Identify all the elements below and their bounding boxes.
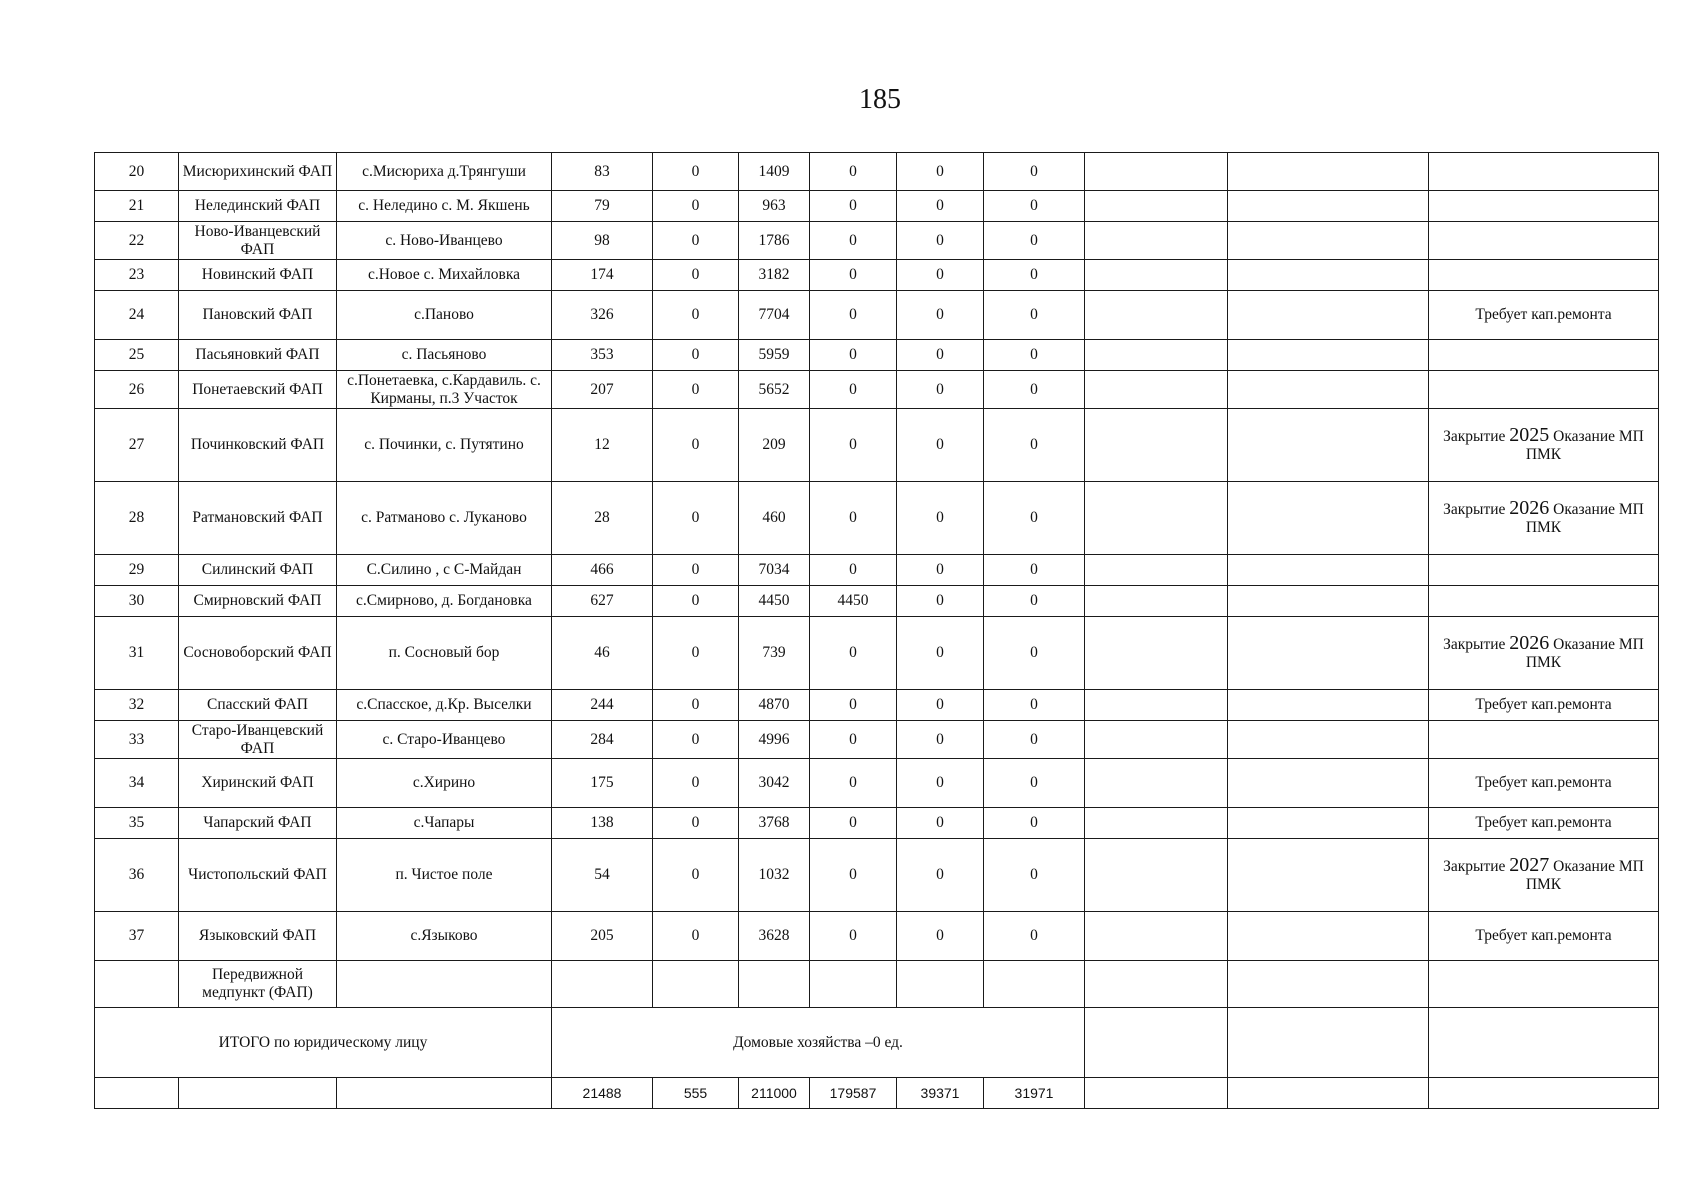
cell-location: с.Хирино (337, 759, 552, 808)
cell-name: Передвижной медпункт (ФАП) (179, 961, 337, 1008)
cell-v3: 3628 (739, 912, 810, 961)
cell-note: Требует кап.ремонта (1429, 291, 1659, 340)
cell-v4: 0 (810, 839, 897, 912)
cell-note: Требует кап.ремонта (1429, 690, 1659, 721)
cell-name: Ново-Иванцевский ФАП (179, 222, 337, 260)
cell-v3: 739 (739, 617, 810, 690)
cell-note: Требует кап.ремонта (1429, 759, 1659, 808)
cell-v5: 0 (897, 912, 984, 961)
total-v3: 211000 (739, 1078, 810, 1109)
cell-v4: 0 (810, 617, 897, 690)
cell-location: с. Пасьяново (337, 340, 552, 371)
cell-v1: 205 (552, 912, 653, 961)
cell-location: с. Починки, с. Путятино (337, 409, 552, 482)
cell-v5: 0 (897, 409, 984, 482)
cell-location: с.Чапары (337, 808, 552, 839)
cell-number: 34 (95, 759, 179, 808)
table-row (95, 222, 1659, 260)
cell-v2: 0 (653, 153, 739, 191)
cell-location: с. Ратманово с. Луканово (337, 482, 552, 555)
cell-v4: 0 (810, 222, 897, 260)
table-row (95, 555, 1659, 586)
cell-v1: 207 (552, 371, 653, 409)
cell-v6: 0 (984, 340, 1085, 371)
cell-v4: 0 (810, 912, 897, 961)
cell-v1: 79 (552, 191, 653, 222)
cell-v5: 0 (897, 839, 984, 912)
cell-name: Новинский ФАП (179, 260, 337, 291)
cell-v1: 627 (552, 586, 653, 617)
table-body (95, 153, 1659, 961)
cell-v6: 0 (984, 839, 1085, 912)
total-v1: 21488 (552, 1078, 653, 1109)
cell-v2: 0 (653, 555, 739, 586)
cell-v2: 0 (653, 690, 739, 721)
cell-v6: 0 (984, 291, 1085, 340)
cell-v5: 0 (897, 371, 984, 409)
cell-v4: 0 (810, 371, 897, 409)
table-row (95, 839, 1659, 912)
cell-v4: 0 (810, 808, 897, 839)
cell-v3: 1786 (739, 222, 810, 260)
cell-v2: 0 (653, 759, 739, 808)
cell-v3: 4450 (739, 586, 810, 617)
cell-v1: 46 (552, 617, 653, 690)
cell-v3: 3768 (739, 808, 810, 839)
cell-v3: 1032 (739, 839, 810, 912)
cell-v1: 12 (552, 409, 653, 482)
cell-v4: 0 (810, 482, 897, 555)
cell-number: 32 (95, 690, 179, 721)
cell-v2: 0 (653, 808, 739, 839)
total-v5: 39371 (897, 1078, 984, 1109)
cell-number: 36 (95, 839, 179, 912)
cell-location: с.Мисюриха д.Трянгуши (337, 153, 552, 191)
cell-v1: 138 (552, 808, 653, 839)
table-row (95, 617, 1659, 690)
cell-number: 23 (95, 260, 179, 291)
cell-v2: 0 (653, 222, 739, 260)
facilities-table (94, 152, 1659, 1109)
cell-v3: 7034 (739, 555, 810, 586)
cell-name: Ратмановский ФАП (179, 482, 337, 555)
cell-v6: 0 (984, 153, 1085, 191)
total-v6: 31971 (984, 1078, 1085, 1109)
cell-note: Требует кап.ремонта (1429, 808, 1659, 839)
cell-v6: 0 (984, 371, 1085, 409)
cell-number: 25 (95, 340, 179, 371)
total-row (95, 1008, 1659, 1078)
total-v4: 179587 (810, 1078, 897, 1109)
cell-v1: 175 (552, 759, 653, 808)
table-row (95, 586, 1659, 617)
note-service-label: Оказание МП ПМК (1525, 428, 1644, 463)
table-row (95, 808, 1659, 839)
cell-note (1429, 222, 1659, 260)
cell-v2: 0 (653, 260, 739, 291)
cell-v5: 0 (897, 721, 984, 759)
cell-v5: 0 (897, 690, 984, 721)
cell-v3: 963 (739, 191, 810, 222)
cell-v3: 5652 (739, 371, 810, 409)
cell-note (1429, 260, 1659, 291)
cell-note (1429, 340, 1659, 371)
cell-v2: 0 (653, 191, 739, 222)
cell-v5: 0 (897, 759, 984, 808)
cell-number: 27 (95, 409, 179, 482)
cell-note (1429, 555, 1659, 586)
cell-name: Пановский ФАП (179, 291, 337, 340)
cell-name: Спасский ФАП (179, 690, 337, 721)
cell-v6: 0 (984, 409, 1085, 482)
cell-number: 35 (95, 808, 179, 839)
total-v2: 555 (653, 1078, 739, 1109)
cell-note (1429, 409, 1659, 482)
cell-location: с.Понетаевка, с.Кардавиль. с. Кирманы, п.3 Участок (337, 371, 552, 409)
cell-v1: 353 (552, 340, 653, 371)
note-closure-label: Закрытие (1443, 858, 1506, 875)
cell-v5: 0 (897, 153, 984, 191)
cell-name: Чапарский ФАП (179, 808, 337, 839)
note-closure-year: 2025 (1509, 424, 1550, 446)
cell-v5: 0 (897, 222, 984, 260)
table-row (95, 721, 1659, 759)
cell-note (1429, 191, 1659, 222)
cell-v3: 1409 (739, 153, 810, 191)
cell-location: с. Ново-Иванцево (337, 222, 552, 260)
cell-name: Починковский ФАП (179, 409, 337, 482)
cell-v4: 0 (810, 340, 897, 371)
cell-name: Сосновоборский ФАП (179, 617, 337, 690)
households-note: Домовые хозяйства –0 ед. (552, 1008, 1085, 1078)
cell-number: 30 (95, 586, 179, 617)
cell-v1: 54 (552, 839, 653, 912)
cell-number: 37 (95, 912, 179, 961)
cell-v2: 0 (653, 617, 739, 690)
cell-location: п. Чистое поле (337, 839, 552, 912)
table-row (95, 482, 1659, 555)
cell-location: С.Силино , с С-Майдан (337, 555, 552, 586)
cell-note (1429, 617, 1659, 690)
cell-v4: 0 (810, 260, 897, 291)
cell-name: Языковский ФАП (179, 912, 337, 961)
cell-location: с. Неледино с. М. Якшень (337, 191, 552, 222)
cell-name: Нелединский ФАП (179, 191, 337, 222)
cell-v1: 244 (552, 690, 653, 721)
cell-location: п. Сосновый бор (337, 617, 552, 690)
cell-v4: 0 (810, 191, 897, 222)
cell-v1: 83 (552, 153, 653, 191)
cell-location: с.Новое с. Михайловка (337, 260, 552, 291)
cell-v2: 0 (653, 912, 739, 961)
cell-location: с.Языково (337, 912, 552, 961)
note-closure-year: 2026 (1509, 497, 1550, 519)
cell-location: с. Старо-Иванцево (337, 721, 552, 759)
total-label: ИТОГО по юридическому лицу (95, 1008, 552, 1078)
cell-v5: 0 (897, 291, 984, 340)
cell-v6: 0 (984, 222, 1085, 260)
cell-v2: 0 (653, 340, 739, 371)
cell-note: Требует кап.ремонта (1429, 912, 1659, 961)
note-closure-year: 2026 (1509, 632, 1550, 654)
cell-v1: 466 (552, 555, 653, 586)
cell-v4: 0 (810, 759, 897, 808)
cell-name: Силинский ФАП (179, 555, 337, 586)
cell-v3: 7704 (739, 291, 810, 340)
cell-v2: 0 (653, 371, 739, 409)
cell-v2: 0 (653, 721, 739, 759)
table-row (95, 409, 1659, 482)
note-closure-label: Закрытие (1443, 501, 1506, 518)
table-row (95, 153, 1659, 191)
cell-name: Смирновский ФАП (179, 586, 337, 617)
cell-v6: 0 (984, 617, 1085, 690)
cell-note (1429, 153, 1659, 191)
cell-v6: 0 (984, 721, 1085, 759)
cell-number: 29 (95, 555, 179, 586)
cell-v4: 0 (810, 153, 897, 191)
cell-v2: 0 (653, 482, 739, 555)
table-row (95, 191, 1659, 222)
cell-v6: 0 (984, 586, 1085, 617)
cell-v5: 0 (897, 260, 984, 291)
cell-location: с.Паново (337, 291, 552, 340)
cell-number: 33 (95, 721, 179, 759)
cell-note (1429, 482, 1659, 555)
table-footer (95, 961, 1659, 1109)
cell-v6: 0 (984, 482, 1085, 555)
note-service-label: Оказание МП ПМК (1525, 636, 1644, 671)
cell-v2: 0 (653, 839, 739, 912)
cell-v2: 0 (653, 409, 739, 482)
table-row (95, 690, 1659, 721)
note-closure-year: 2027 (1509, 854, 1550, 876)
cell-number (95, 961, 179, 1008)
cell-name: Понетаевский ФАП (179, 371, 337, 409)
table-row (95, 371, 1659, 409)
cell-v4: 0 (810, 291, 897, 340)
cell-number: 26 (95, 371, 179, 409)
page-number: 185 (859, 84, 901, 115)
cell-v5: 0 (897, 808, 984, 839)
cell-name: Мисюрихинский ФАП (179, 153, 337, 191)
note-closure-label: Закрытие (1443, 428, 1506, 445)
cell-v5: 0 (897, 586, 984, 617)
cell-v5: 0 (897, 482, 984, 555)
table-row (95, 759, 1659, 808)
cell-v3: 209 (739, 409, 810, 482)
cell-location: с.Спасское, д.Кр. Выселки (337, 690, 552, 721)
cell-v1: 326 (552, 291, 653, 340)
cell-name: Пасьяновкий ФАП (179, 340, 337, 371)
cell-v5: 0 (897, 617, 984, 690)
cell-v2: 0 (653, 291, 739, 340)
note-service-label: Оказание МП ПМК (1525, 501, 1644, 536)
cell-number: 21 (95, 191, 179, 222)
cell-v2: 0 (653, 586, 739, 617)
cell-v4: 0 (810, 721, 897, 759)
cell-v6: 0 (984, 191, 1085, 222)
cell-note (1429, 586, 1659, 617)
cell-v3: 4870 (739, 690, 810, 721)
cell-number: 22 (95, 222, 179, 260)
table-row (95, 340, 1659, 371)
table-row (95, 912, 1659, 961)
cell-number: 20 (95, 153, 179, 191)
note-closure-label: Закрытие (1443, 636, 1506, 653)
cell-v4: 0 (810, 409, 897, 482)
cell-location: с.Смирново, д. Богдановка (337, 586, 552, 617)
cell-v6: 0 (984, 912, 1085, 961)
table-row (95, 291, 1659, 340)
cell-v6: 0 (984, 690, 1085, 721)
cell-note (1429, 371, 1659, 409)
cell-v1: 284 (552, 721, 653, 759)
cell-v4: 0 (810, 555, 897, 586)
cell-v3: 5959 (739, 340, 810, 371)
cell-v3: 3042 (739, 759, 810, 808)
cell-note (1429, 839, 1659, 912)
cell-v6: 0 (984, 759, 1085, 808)
cell-v5: 0 (897, 191, 984, 222)
cell-v6: 0 (984, 260, 1085, 291)
cell-note (1429, 721, 1659, 759)
cell-name: Старо-Иванцевский ФАП (179, 721, 337, 759)
cell-name: Хиринский ФАП (179, 759, 337, 808)
cell-v1: 28 (552, 482, 653, 555)
cell-v5: 0 (897, 555, 984, 586)
cell-v3: 4996 (739, 721, 810, 759)
cell-v6: 0 (984, 555, 1085, 586)
cell-v1: 174 (552, 260, 653, 291)
cell-v4: 0 (810, 690, 897, 721)
cell-v5: 0 (897, 340, 984, 371)
cell-name: Чистопольский ФАП (179, 839, 337, 912)
cell-number: 31 (95, 617, 179, 690)
cell-v1: 98 (552, 222, 653, 260)
cell-number: 28 (95, 482, 179, 555)
cell-v3: 460 (739, 482, 810, 555)
mobile-unit-row (95, 961, 1659, 1008)
table-row (95, 260, 1659, 291)
cell-v4: 4450 (810, 586, 897, 617)
totals-row (95, 1078, 1659, 1109)
note-service-label: Оказание МП ПМК (1525, 858, 1644, 893)
cell-v6: 0 (984, 808, 1085, 839)
cell-v3: 3182 (739, 260, 810, 291)
cell-number: 24 (95, 291, 179, 340)
